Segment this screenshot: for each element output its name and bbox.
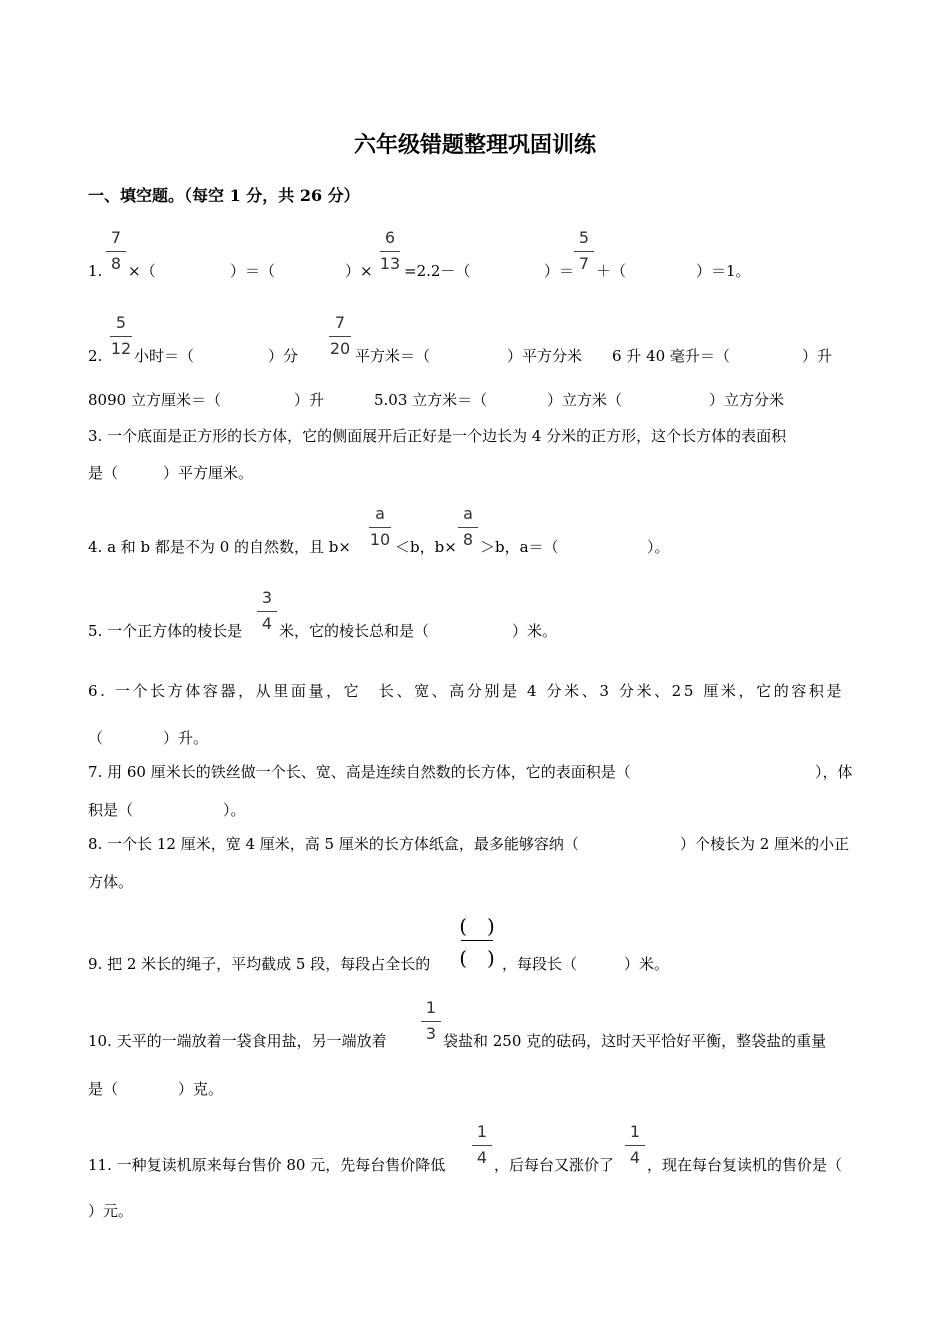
text: 7. 用 60 厘米长的铁丝做一个长、宽、高是连续自然数的长方体，它的表面积是（ xyxy=(88,763,631,781)
text: ）＝1。 xyxy=(696,262,751,280)
text: ），体 xyxy=(815,763,853,781)
text: ）个棱长为 2 厘米的小正 xyxy=(680,835,850,853)
text: 小时＝（ xyxy=(134,347,195,365)
text: ）米。 xyxy=(512,622,558,640)
text: ，后每台又涨价了 xyxy=(494,1156,615,1174)
fraction: 6 13 xyxy=(379,228,401,273)
text: ）＝ xyxy=(544,262,575,280)
text: ×（ xyxy=(128,262,156,280)
text: 8. 一个长 12 厘米，宽 4 厘米，高 5 厘米的长方体纸盒，最多能够容纳（ xyxy=(88,835,579,853)
fraction: 5 12 xyxy=(110,313,132,358)
fraction: 3 4 xyxy=(255,588,279,634)
text: ）平方分米 xyxy=(507,347,583,365)
fraction: 7 8 xyxy=(104,228,128,274)
fraction: a 8 xyxy=(456,504,480,550)
fraction: 1 3 xyxy=(419,998,443,1044)
text: ）立方米（ xyxy=(547,391,623,409)
text: 是（ ）平方厘米。 xyxy=(88,464,254,482)
text: ）升 xyxy=(802,347,833,365)
fraction: 1 4 xyxy=(470,1122,494,1168)
text: 是（ ）克。 xyxy=(88,1080,224,1098)
text: 8090 立方厘米＝（ xyxy=(88,391,221,409)
text: ）分 xyxy=(268,347,299,365)
text: ）元。 xyxy=(88,1202,134,1220)
text: ）＝（ xyxy=(230,262,276,280)
fraction: 7 20 xyxy=(329,313,351,358)
text: ＋（ xyxy=(596,262,627,280)
text: 平方米＝（ xyxy=(355,347,431,365)
question-number: 2. xyxy=(88,347,103,365)
text: 积是（ ）。 xyxy=(88,801,246,819)
text: 9. 把 2 米长的绳子，平均截成 5 段，每段占全长的 xyxy=(88,955,431,973)
text: 11. 一种复读机原来每台售价 80 元，先每台售价降低 xyxy=(88,1156,446,1174)
text: ，现在每台复读机的售价是（ xyxy=(647,1156,843,1174)
text: 6. 一个长方体容器，从里面量，它 长、宽、高分别是 4 分米、3 分米、25 厘米，它的容积是 xyxy=(88,682,845,700)
fraction: a 10 xyxy=(369,504,391,549)
question-number: 1. xyxy=(88,262,103,280)
text: ）米。 xyxy=(624,955,670,973)
text: ）升 xyxy=(294,391,325,409)
text: 5. 一个正方体的棱长是 xyxy=(88,622,243,640)
text: 3. 一个底面是正方形的长方体，它的侧面展开后正好是一个边长为 4 分米的正方形，这个长方体的表面积 xyxy=(88,427,787,445)
page-title: 六年级错题整理巩固训练 xyxy=(353,132,596,158)
text: 5.03 立方米＝（ xyxy=(374,391,488,409)
text: 袋盐和 250 克的砝码，这时天平恰好平衡，整袋盐的重量 xyxy=(443,1032,827,1050)
text: ，每段长（ xyxy=(502,955,578,973)
fraction: 1 4 xyxy=(623,1122,647,1168)
text: ）立方分米 xyxy=(709,391,785,409)
text: （ ）升。 xyxy=(88,729,209,747)
section-heading: 一、填空题。（每空 1 分，共 26 分） xyxy=(88,186,360,205)
blank-fraction[interactable]: ( ) ( ) xyxy=(459,914,495,970)
text: ＞b，a＝（ xyxy=(480,538,559,556)
text: 米，它的棱长总和是（ xyxy=(279,622,430,640)
text: =2.2－（ xyxy=(404,262,471,280)
text: ＜b，b× xyxy=(395,538,457,556)
text: 4. a 和 b 都是不为 0 的自然数，且 b× xyxy=(88,538,351,556)
text: 10. 天平的一端放着一袋食用盐，另一端放着 xyxy=(88,1032,387,1050)
text: ）× xyxy=(345,262,373,280)
fraction: 5 7 xyxy=(572,228,596,274)
text: ）。 xyxy=(647,538,670,556)
text: 方体。 xyxy=(88,873,134,891)
text: 6 升 40 毫升＝（ xyxy=(612,347,730,365)
